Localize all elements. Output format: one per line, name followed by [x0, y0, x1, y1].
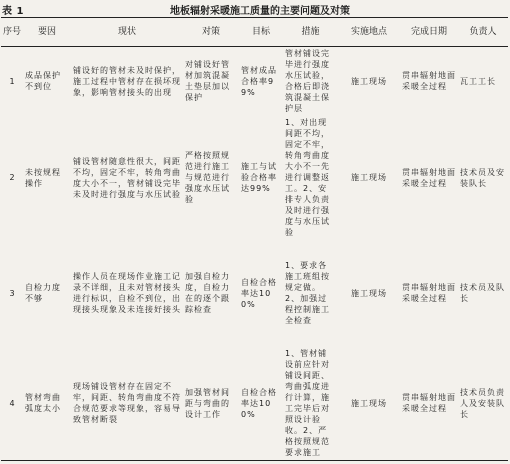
table-row	[1, 47, 508, 116]
header-actions: 措施	[283, 18, 338, 47]
table-row	[1, 116, 508, 240]
row-target: 自检合格率达100%	[241, 387, 277, 419]
table-row	[1, 240, 508, 347]
row-location: 施工现场	[351, 288, 387, 298]
table-row	[1, 347, 508, 461]
header-owner: 负责人	[458, 18, 508, 47]
header-status: 现状	[71, 18, 183, 47]
row-owner: 技术员及安装队长	[460, 167, 505, 188]
row-no: 3	[9, 288, 15, 298]
table-header-row	[1, 18, 508, 47]
row-date: 贯串辐射地面采暖全过程	[402, 167, 456, 188]
row-owner: 瓦工工长	[460, 76, 496, 86]
row-measure: 加强管材间距与弯曲的设计工作	[185, 387, 230, 419]
header-date: 完成日期	[400, 18, 458, 47]
row-location: 施工现场	[351, 173, 387, 183]
row-date: 贯串辐射地面采暖全过程	[402, 71, 456, 92]
row-target: 施工与试验合格率达99%	[241, 162, 277, 194]
row-cause: 未按规程操作	[25, 167, 61, 188]
row-target: 自检合格率达100%	[241, 277, 277, 309]
row-target: 管材成品合格率99%	[241, 65, 277, 97]
row-cause: 成品保护不到位	[25, 71, 61, 92]
header-measure: 对策	[183, 18, 239, 47]
row-measure: 对铺设好管材加筑混凝土垫层加以保护	[185, 60, 230, 103]
header-no: 序号	[1, 18, 23, 47]
row-status: 现场铺设管材存在固定不牢，间距、转角弯曲度不符合规范要求等现象，容易导致管材断裂	[73, 382, 181, 425]
row-status: 铺设管材随意性很大，间距不均，固定不牢，转角弯曲度大小不一，管材铺设完毕未及时进行强度与水压试验	[73, 156, 181, 199]
row-owner: 技术员及队长	[460, 283, 505, 304]
row-location: 施工现场	[351, 76, 387, 86]
row-measure: 加强自检力度，自检力在的逐个跟踪检查	[185, 272, 230, 315]
row-actions: 管材铺设完毕进行强度水压试验，合格后即浇筑混凝土保护层	[285, 49, 330, 114]
row-status: 铺设好的管材未及时保护，施工过程中管材存在损坏现象，影响管材接头的出现	[73, 65, 181, 97]
row-actions: 1、要求各施工班组按规定做。2、加强过程控制施工全检查	[285, 261, 330, 326]
row-date: 贯串辐射地面采暖全过程	[402, 393, 456, 414]
row-actions: 1、管材铺设前应针对铺设间距、弯曲弧度进行计算，施工完毕后对照设计验收。2、严格按照规范要求施工	[285, 349, 330, 458]
table-title: 地板辐射采暖施工质量的主要问题及对策	[170, 6, 350, 17]
table-caption: 表 1	[2, 6, 24, 17]
row-owner: 技术员负责人及安装队长	[460, 387, 505, 419]
row-no: 2	[9, 173, 15, 183]
row-location: 施工现场	[351, 398, 387, 408]
header-cause: 要因	[23, 18, 71, 47]
row-measure: 严格按照规范进行施工与规范进行强度水压试验	[185, 151, 230, 205]
row-date: 贯串辐射地面采暖全过程	[402, 283, 456, 304]
header-location: 实施地点	[338, 18, 400, 47]
row-actions: 1、对出现间距不均，固定不牢，转角弯曲度大小不一先进行调整返工。2、安排专人负责及时进行强度与水压试验	[285, 118, 330, 238]
row-no: 1	[9, 76, 15, 86]
row-cause: 自检力度不够	[25, 283, 61, 304]
row-cause: 管材弯曲弧度太小	[25, 393, 61, 414]
header-target: 目标	[239, 18, 283, 47]
countermeasure-table	[1, 17, 508, 461]
row-status: 操作人员在现场作业施工记录不详细，且未对管材接头进行标识，自检不到位，出现接头现象及未连接好接头	[73, 272, 181, 315]
row-no: 4	[1, 347, 23, 461]
